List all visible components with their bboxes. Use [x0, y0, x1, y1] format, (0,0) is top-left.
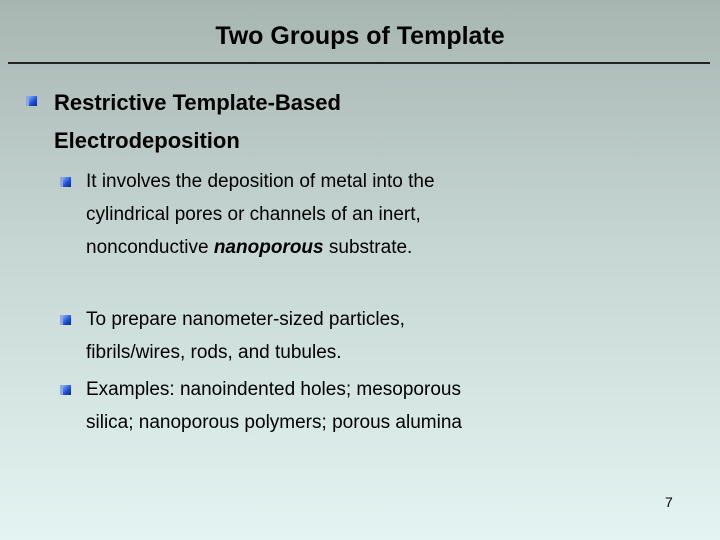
sub-bullet-3: Examples: nanoindented holes; mesoporous silica; nanoporous polymers; porous alumina	[86, 379, 462, 433]
sub-bullet-1-text: It involves the deposition of metal into the cylindrical pores or channels of an inert, nonconductive	[86, 171, 435, 258]
page-number: 7	[665, 494, 673, 510]
bullet-icon	[29, 96, 37, 106]
title-underline	[8, 62, 710, 64]
sub-bullet-1-tail: substrate.	[323, 237, 413, 258]
sub-bullet-2: To prepare nanometer-sized particles, fibrils/wires, rods, and tubules.	[86, 309, 405, 363]
bullet-icon	[63, 385, 71, 395]
bullet-icon	[63, 315, 71, 325]
main-heading: Restrictive Template-Based Electrodeposition	[54, 90, 341, 153]
sub-bullet-1	[86, 165, 476, 264]
bullet-icon	[63, 177, 71, 187]
slide-title: Two Groups of Template	[215, 22, 505, 50]
emphasis-text: nanoporous	[213, 237, 324, 258]
